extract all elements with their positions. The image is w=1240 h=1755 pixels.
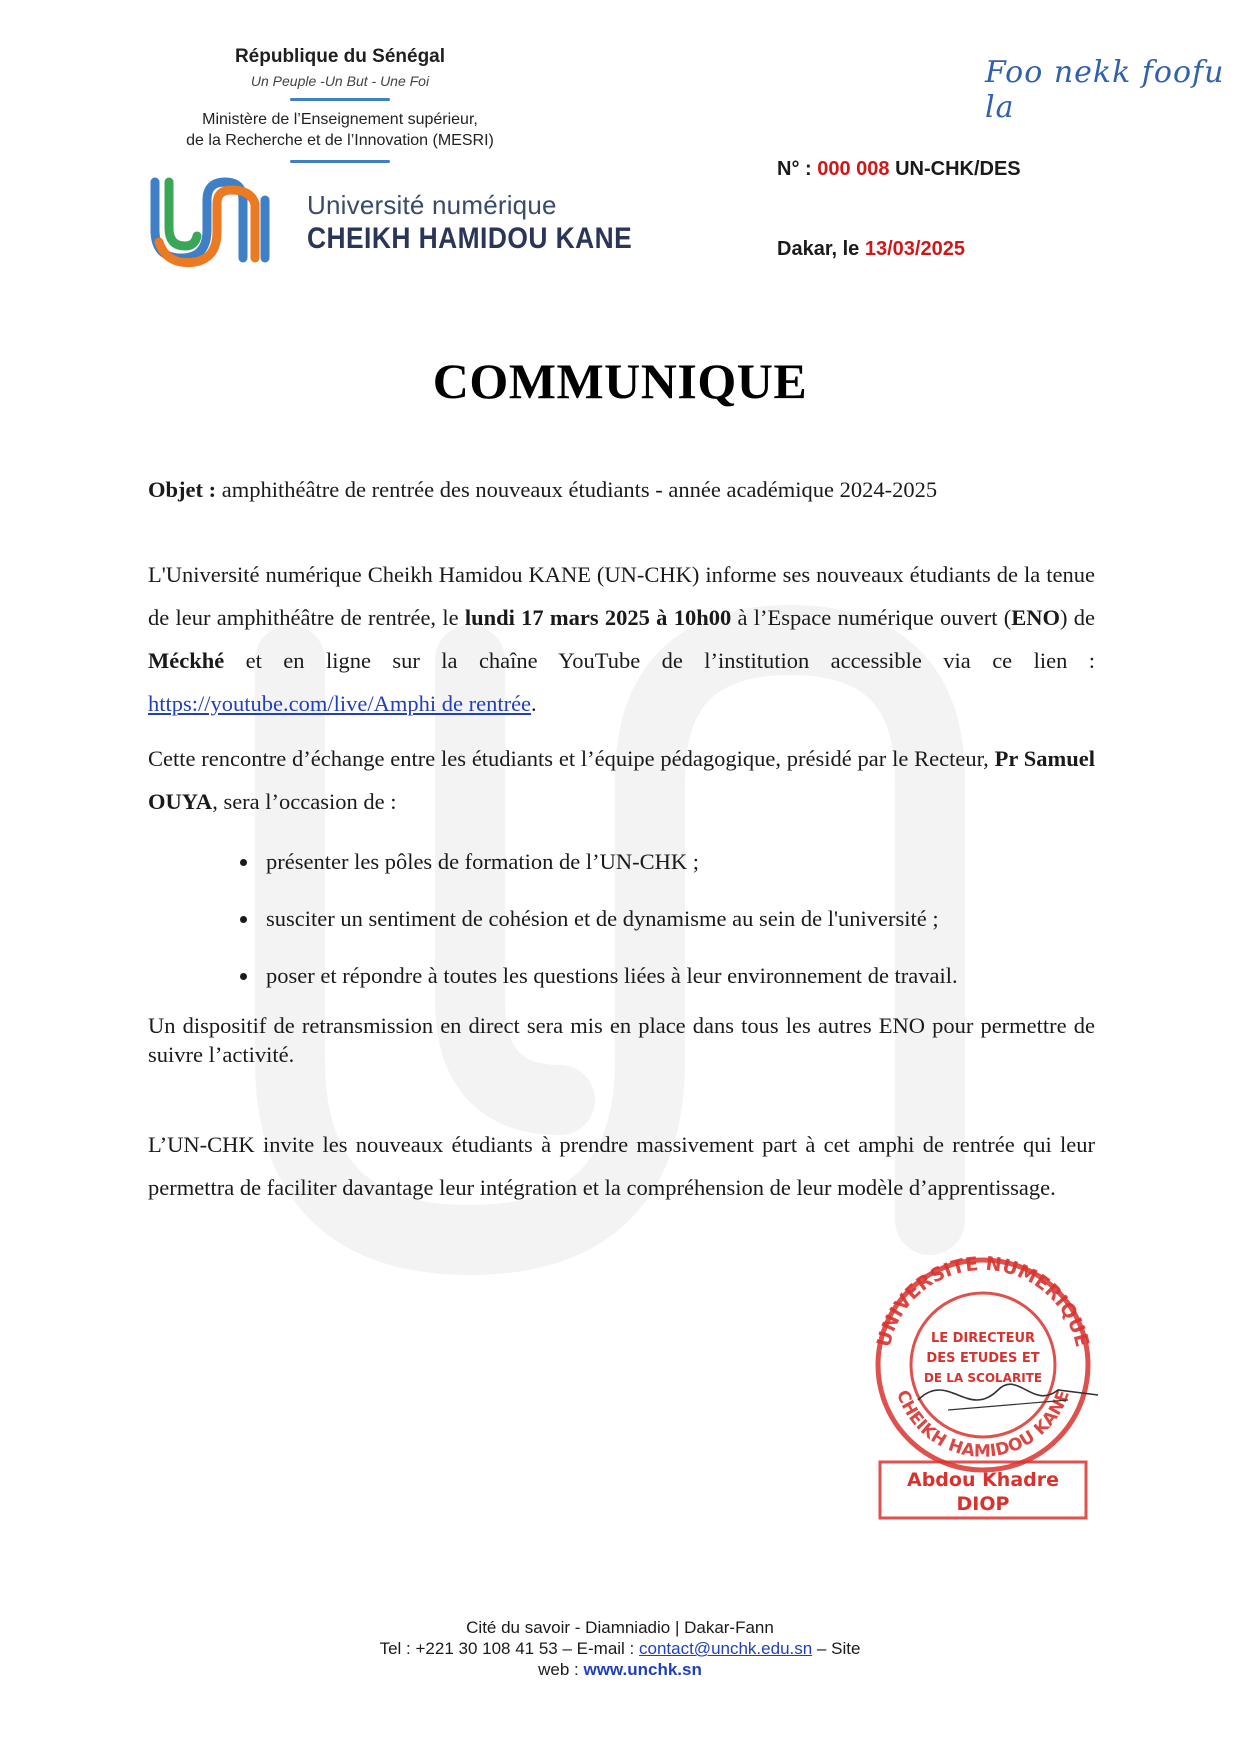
document-date — [777, 238, 965, 261]
document-title: COMMUNIQUE — [432, 353, 808, 409]
header-divider — [290, 98, 390, 101]
para1-text4: et en ligne sur la chaîne YouTube de l’institution accessible via ce lien : — [224, 648, 1095, 673]
stamp-name-line1: Abdou Khadre — [906, 1469, 1060, 1491]
reference-suffix: UN-CHK/DES — [889, 158, 1021, 180]
reference-number — [777, 158, 1021, 181]
slogan: Foo nekk foofu la — [985, 55, 1225, 125]
paragraph-invitation: L’UN-CHK invite les nouveaux étudiants à prendre massivement part à cet amphi de rentrée qui leur permettra de faciliter davantage leur intégration et la compréhension de leur modèle d’apprentissage. — [148, 1132, 1095, 1200]
footer-web-label: web : — [538, 1660, 584, 1679]
footer-web-link[interactable]: www.unchk.sn — [583, 1660, 702, 1679]
header-divider-2 — [290, 160, 390, 163]
list-item: • susciter un sentiment de cohésion et de dynamisme au sein de l'université ; — [260, 897, 1095, 940]
svg-text:CHEIKH HAMIDOU KANE: CHEIKH HAMIDOU KANE — [892, 1387, 1074, 1462]
stamp-line3: DE LA SCOLARITE — [923, 1371, 1043, 1385]
object-line — [148, 468, 1095, 511]
youtube-link[interactable]: https://youtube.com/live/Amphi de rentrée — [148, 691, 532, 716]
university-name-line2: CHEIKH HAMIDOU KANE — [307, 222, 633, 255]
eno-abbrev: ENO — [1011, 605, 1060, 630]
university-logo-icon — [145, 170, 275, 270]
date-value: 13/03/2025 — [864, 238, 965, 260]
footer-tel: Tel : +221 30 108 41 53 – E-mail : — [379, 1639, 639, 1658]
footer-email-link[interactable]: contact@unchk.edu.sn — [639, 1639, 813, 1658]
official-stamp — [858, 1250, 1103, 1520]
university-name-line1: Université numérique — [307, 190, 557, 220]
para1-text2: à l’Espace numérique ouvert ( — [731, 605, 1012, 630]
list-item: • poser et répondre à toutes les questions liées à leur environnement de travail. — [260, 954, 1095, 997]
date-label: Dakar, le — [777, 238, 865, 260]
header-institution — [140, 46, 540, 163]
svg-text:UNIVERSITE NUMERIQUE: UNIVERSITE NUMERIQUE — [872, 1252, 1094, 1350]
rector-name: Pr Samuel OUYA — [148, 746, 1095, 814]
footer-web — [0, 1659, 1240, 1680]
university-name — [307, 190, 677, 256]
stamp-line1: LE DIRECTEUR — [930, 1331, 1036, 1346]
footer-address: Cité du savoir - Diamniadio | Dakar-Fann — [466, 1618, 774, 1637]
paragraph-broadcast: Un dispositif de retransmission en direct sera mis en place dans tous les autres ENO pour permettre de suivre l’activité. — [148, 1013, 1095, 1067]
para1-text5: . — [531, 691, 537, 716]
reference-value: 000 008 — [817, 158, 890, 180]
para1-text1: L'Université numérique Cheikh Hamidou KANE (UN-CHK) informe ses nouveaux étudiants de la tenue de leur amphithéâtre de rentrée, le — [148, 562, 1095, 630]
event-datetime: lundi 17 mars 2025 à 10h00 — [464, 605, 732, 630]
objectives-list — [148, 840, 1095, 1011]
ministry-line2: de la Recherche et de l’Innovation (MESRI) — [186, 132, 494, 149]
list-item: • présenter les pôles de formation de l’UN-CHK ; — [260, 840, 1095, 883]
paragraph-announcement — [148, 553, 1095, 725]
republic-name: République du Sénégal — [234, 46, 446, 67]
para1-text3: ) de — [1059, 605, 1095, 630]
page-footer — [0, 1617, 1240, 1680]
reference-label: N° : — [777, 158, 818, 180]
ministry-line1: Ministère de l’Enseignement supérieur, — [202, 111, 478, 128]
stamp-line2: DES ETUDES ET — [926, 1351, 1040, 1366]
para2-text1: Cette rencontre d’échange entre les étudiants et l’équipe pédagogique, présidé par le Recteur, — [148, 746, 995, 771]
stamp-name-line2: DIOP — [956, 1493, 1010, 1515]
footer-contact — [0, 1638, 1240, 1659]
object-label: Objet : — [148, 477, 217, 502]
event-location: Méckhé — [148, 648, 225, 673]
national-motto: Un Peuple -Un But - Une Foi — [250, 73, 430, 89]
footer-site-label: – Site — [812, 1639, 861, 1658]
object-text: amphithéâtre de rentrée des nouveaux étudiants - année académique 2024-2025 — [216, 477, 938, 502]
paragraph-meeting — [148, 737, 1095, 823]
para2-text2: , sera l’occasion de : — [212, 789, 397, 814]
